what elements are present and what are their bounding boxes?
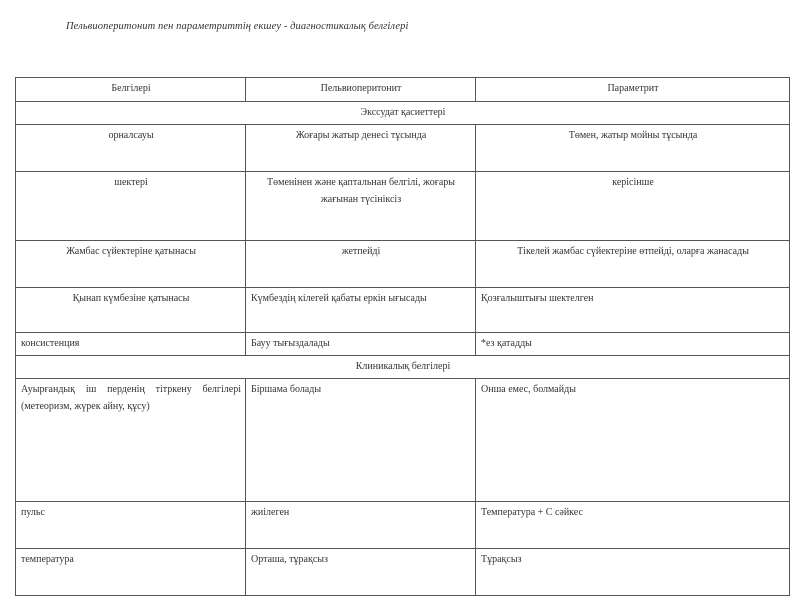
table-cell: Төменінен және қаптальнан белгілі, жоғары жағынан түсініксіз — [246, 172, 476, 241]
table-cell: жетпейді — [246, 241, 476, 288]
table-cell: Күмбездің кілегей қабаты еркін ығысады — [246, 288, 476, 333]
table-cell: пульс — [16, 502, 246, 549]
table-header-row — [16, 78, 790, 102]
table-cell: Біршама болады — [246, 379, 476, 502]
table-cell: Қынап күмбезіне қатынасы — [16, 288, 246, 333]
table-cell: жиілеген — [246, 502, 476, 549]
table-cell: Жамбас сүйектеріне қатынасы — [16, 241, 246, 288]
table-cell: температура — [16, 549, 246, 596]
section-row-clinical — [16, 356, 790, 379]
table-cell: Ауырғандық іш перденің тітркену белгілері (метеоризм, жүрек айну, құсу) — [16, 379, 246, 502]
header-cell-parametritis: Параметрит — [476, 78, 790, 102]
comparison-table — [15, 77, 790, 596]
section-row-exudate — [16, 102, 790, 125]
table-cell: Онша емес, болмайды — [476, 379, 790, 502]
table-cell: Тікелей жамбас сүйектеріне өтпейді, оларға жанасады — [476, 241, 790, 288]
table-row — [16, 288, 790, 333]
table-cell: Температура + С сәйкес — [476, 502, 790, 549]
table-cell: консистенция — [16, 333, 246, 356]
table-cell: Орташа, тұрақсыз — [246, 549, 476, 596]
table-cell: Төмен, жатыр мойны тұсында — [476, 125, 790, 172]
section-title-exudate: Экссудат қасиеттері — [16, 102, 790, 125]
table-cell: шектері — [16, 172, 246, 241]
header-cell-signs: Белгілері — [16, 78, 246, 102]
table-row — [16, 502, 790, 549]
table-cell: орналсауы — [16, 125, 246, 172]
document-title: Пельвиоперитонит пен параметриттің екшеу - диагностикалық белгілері — [66, 21, 409, 32]
table-row — [16, 241, 790, 288]
table-cell: Жоғары жатыр денесі тұсында — [246, 125, 476, 172]
table-row — [16, 379, 790, 502]
table-cell: керісінше — [476, 172, 790, 241]
table-row — [16, 549, 790, 596]
section-title-clinical: Клиникалық белгілері — [16, 356, 790, 379]
header-cell-pelvioperitonitis: Пельвиоперитонит — [246, 78, 476, 102]
table-cell: *ез қатадды — [476, 333, 790, 356]
table-row — [16, 125, 790, 172]
table-cell: Тұрақсыз — [476, 549, 790, 596]
table-row — [16, 333, 790, 356]
table-row — [16, 172, 790, 241]
table-cell: Бауу тығыздалады — [246, 333, 476, 356]
table-cell: Қозғалыштығы шектелген — [476, 288, 790, 333]
